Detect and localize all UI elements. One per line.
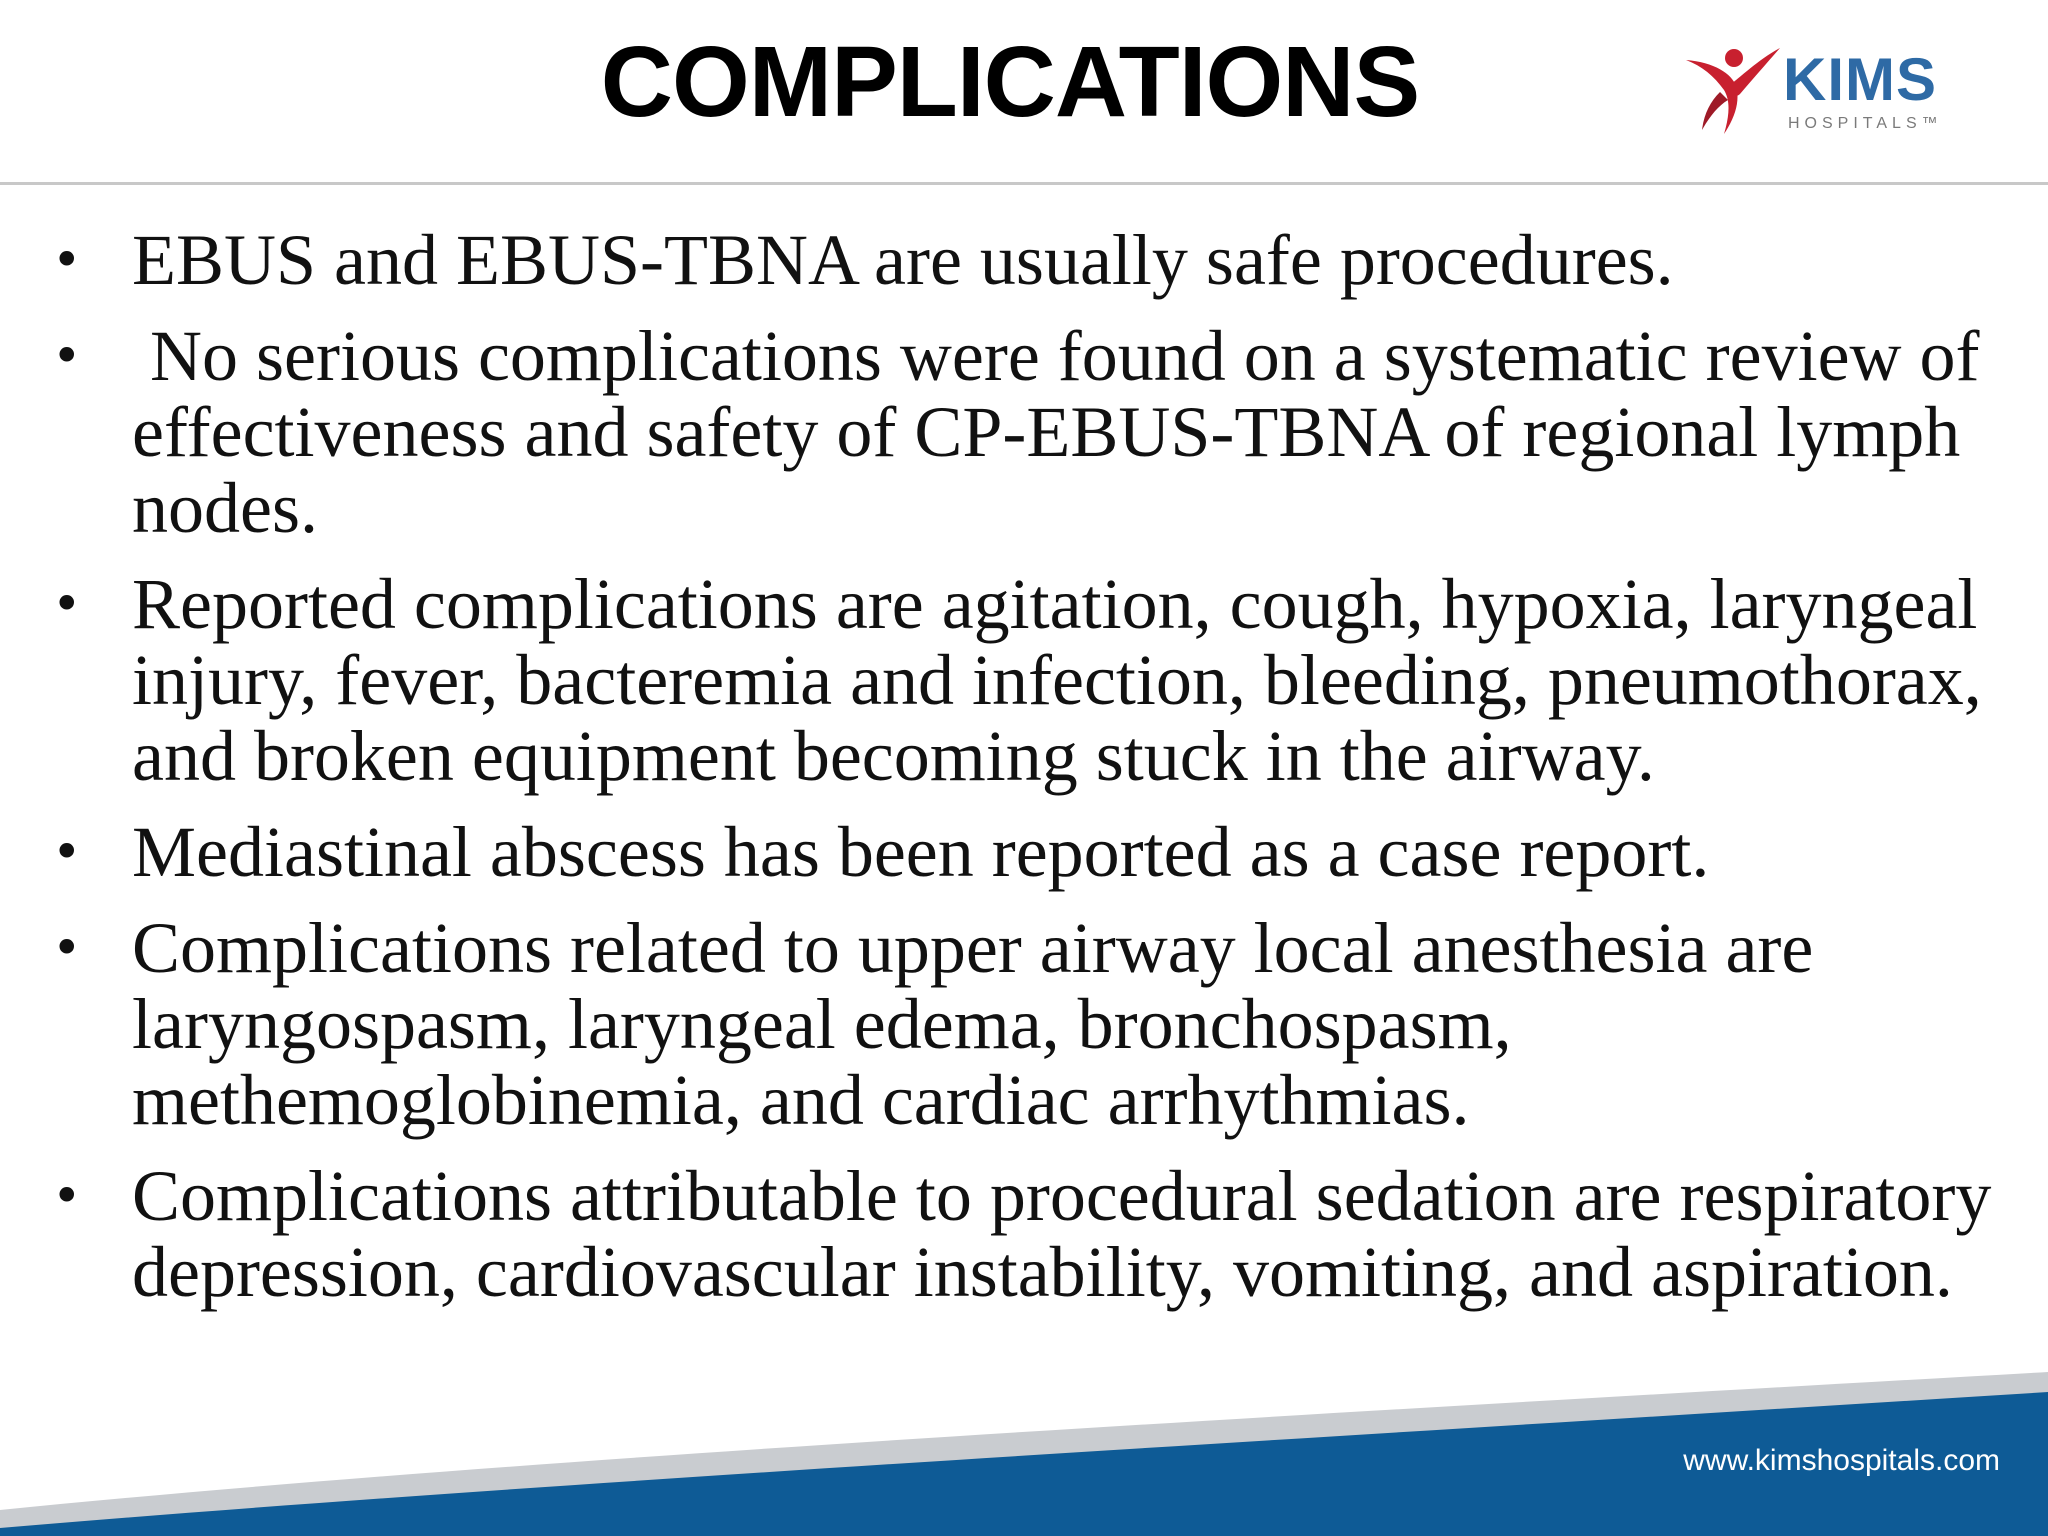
list-item (52, 814, 2027, 890)
logo-name: KIMS (1783, 46, 1937, 113)
list-item (52, 1158, 2027, 1310)
list-item (52, 566, 2027, 794)
bullet-marker: • (52, 231, 82, 289)
bullet-marker: • (52, 327, 82, 385)
bullet-marker: • (52, 919, 82, 977)
bullet-text: EBUS and EBUS-TBNA are usually safe procedures. (132, 220, 1674, 300)
bullet-list (52, 222, 2027, 1330)
bullet-text: Complications related to upper airway local anesthesia are laryngospasm, laryngeal edema, bronchospasm, methemoglobinemia, and cardiac arrhythmias. (132, 908, 1814, 1140)
kims-logo (1680, 40, 1960, 140)
footer-website[interactable]: www.kimshospitals.com (1683, 1444, 2000, 1477)
kims-figure-icon (1680, 40, 1790, 140)
logo-subtitle: HOSPITALS™ (1788, 115, 1943, 132)
list-item (52, 222, 2027, 298)
slide-header (0, 0, 2048, 185)
list-item (52, 910, 2027, 1138)
bullet-text: Complications attributable to procedural sedation are respiratory depression, cardiovascular instability, vomiting, and aspiration. (132, 1156, 1992, 1312)
bullet-text: No serious complications were found on a systematic review of effectiveness and safety of CP-EBUS-TBNA of regional lymph nodes. (132, 316, 1998, 548)
bullet-marker: • (52, 823, 82, 881)
bullet-marker: • (52, 575, 82, 633)
bullet-marker: • (52, 1167, 82, 1225)
slide-title: COMPLICATIONS (600, 26, 1420, 138)
list-item (52, 318, 2027, 546)
bullet-text: Reported complications are agitation, cough, hypoxia, laryngeal injury, fever, bacteremia and infection, bleeding, pneumothorax, and broken equipment becoming stuck in the airway. (132, 564, 1982, 796)
bullet-text: Mediastinal abscess has been reported as a case report. (132, 812, 1710, 892)
